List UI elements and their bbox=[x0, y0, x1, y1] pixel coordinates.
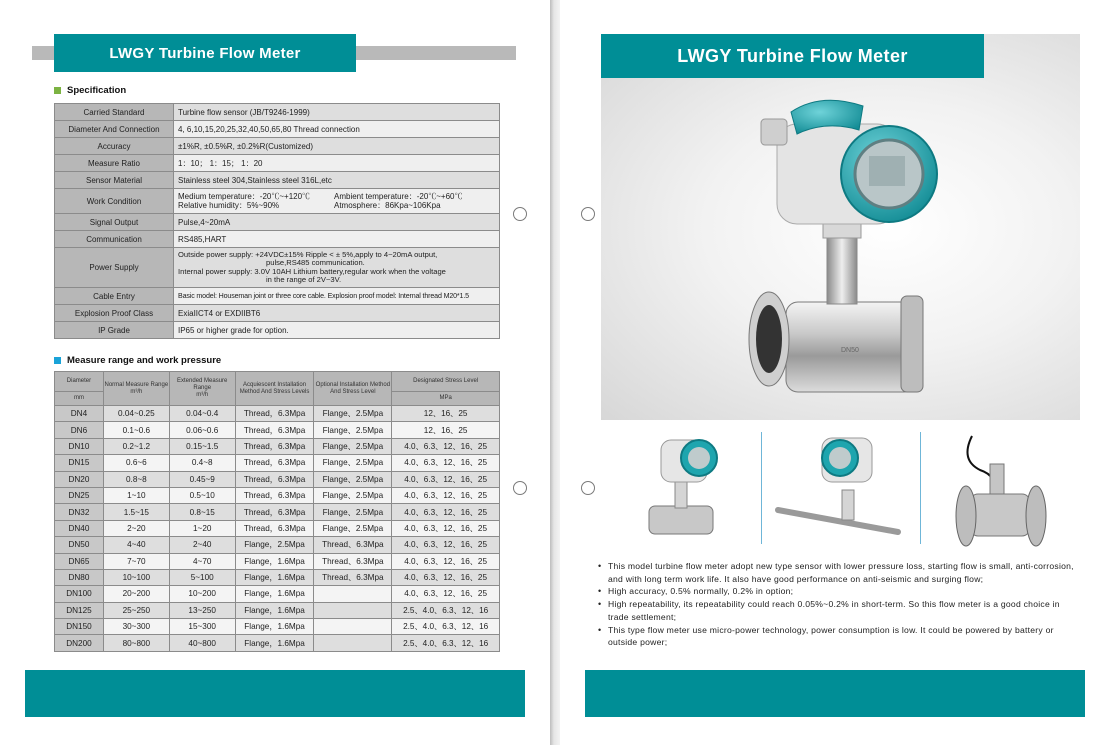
range-cell: 0.8~15 bbox=[169, 504, 235, 520]
spec-value: RS485,HART bbox=[174, 231, 500, 248]
range-cell: Thread，6.3Mpa bbox=[235, 487, 314, 503]
range-cell: DN100 bbox=[55, 586, 104, 602]
power-supply-line: pulse,RS485 communication. bbox=[266, 258, 365, 267]
range-heading-text: Measure range and work pressure bbox=[67, 355, 222, 366]
spec-row bbox=[55, 231, 500, 248]
range-row bbox=[55, 422, 500, 438]
spec-heading-text: Specification bbox=[67, 85, 127, 96]
spec-label: Work Condition bbox=[55, 189, 174, 214]
spec-value: Pulse,4~20mA bbox=[174, 214, 500, 231]
spec-label: Accuracy bbox=[55, 138, 174, 155]
thumb-flanged-meter bbox=[930, 430, 1080, 548]
range-cell: 4.0、6.3、12、16、25 bbox=[392, 471, 500, 487]
range-cell: Flange、2.5Mpa bbox=[314, 471, 392, 487]
range-row bbox=[55, 504, 500, 520]
spec-row bbox=[55, 104, 500, 121]
col-designated: Designated Stress Level bbox=[392, 372, 500, 392]
range-cell: Thread，6.3Mpa bbox=[235, 406, 314, 422]
spec-label: Power Supply bbox=[55, 248, 174, 288]
spec-row bbox=[55, 214, 500, 231]
range-cell: 0.2~1.2 bbox=[103, 438, 169, 454]
range-cell: Thread，6.3Mpa bbox=[235, 438, 314, 454]
range-cell: DN50 bbox=[55, 537, 104, 553]
spec-value: ±1%R, ±0.5%R, ±0.2%R(Customized) bbox=[174, 138, 500, 155]
range-cell: DN25 bbox=[55, 487, 104, 503]
range-cell: DN6 bbox=[55, 422, 104, 438]
spec-value: 1：10； 1：15； 1：20 bbox=[174, 155, 500, 172]
spec-label: Signal Output bbox=[55, 214, 174, 231]
spec-row bbox=[55, 288, 500, 305]
spec-row bbox=[55, 138, 500, 155]
binder-hole-right-top bbox=[581, 207, 595, 221]
feature-item: • High accuracy, 0.5% normally, 0.2% in option; bbox=[598, 585, 1078, 598]
range-cell: 0.6~6 bbox=[103, 455, 169, 471]
range-cell: 4.0、6.3、12、16、25 bbox=[392, 569, 500, 585]
range-cell: 0.04~0.25 bbox=[103, 406, 169, 422]
feature-item: • High repeatability, its repeatability could reach 0.05%~0.2% in short-term. So this flow meter is a good choice in trade settlement; bbox=[598, 598, 1078, 623]
range-cell: 0.45~9 bbox=[169, 471, 235, 487]
blue-square-icon bbox=[54, 357, 61, 364]
range-cell: 4.0、6.3、12、16、25 bbox=[392, 438, 500, 454]
range-row bbox=[55, 455, 500, 471]
spec-heading bbox=[54, 85, 126, 96]
spec-label: Measure Ratio bbox=[55, 155, 174, 172]
range-row bbox=[55, 537, 500, 553]
range-row bbox=[55, 553, 500, 569]
product-photo bbox=[601, 34, 1080, 420]
range-cell: DN150 bbox=[55, 619, 104, 635]
range-cell: 2.5、4.0、6.3、12、16 bbox=[392, 602, 500, 618]
range-table bbox=[54, 371, 500, 652]
left-page bbox=[0, 0, 550, 745]
thumb-threaded-meter bbox=[615, 430, 765, 548]
range-cell: Flange，1.6Mpa bbox=[235, 619, 314, 635]
range-cell: Thread、6.3Mpa bbox=[314, 569, 392, 585]
thumb-divider bbox=[920, 432, 921, 544]
spec-value: ExiaIICT4 or EXDIIBT6 bbox=[174, 305, 500, 322]
range-cell: 4.0、6.3、12、16、25 bbox=[392, 455, 500, 471]
range-cell: 0.04~0.4 bbox=[169, 406, 235, 422]
range-cell: Flange、2.5Mpa bbox=[314, 487, 392, 503]
right-footer-bar bbox=[585, 670, 1085, 717]
insertion-meter-image bbox=[770, 430, 920, 548]
spec-row bbox=[55, 189, 500, 214]
spec-label: Communication bbox=[55, 231, 174, 248]
range-cell: Thread、6.3Mpa bbox=[314, 553, 392, 569]
col-optional: Optional Installation Method And Stress Level bbox=[314, 372, 392, 406]
work-condition-line: Ambient temperature：-20℃~+60℃ bbox=[334, 192, 463, 201]
range-cell: DN15 bbox=[55, 455, 104, 471]
range-cell: 12、16、25 bbox=[392, 406, 500, 422]
range-cell: DN4 bbox=[55, 406, 104, 422]
spec-value: Stainless steel 304,Stainless steel 316L,etc bbox=[174, 172, 500, 189]
spec-value bbox=[174, 189, 500, 214]
range-cell: 2.5、4.0、6.3、12、16 bbox=[392, 635, 500, 651]
power-supply-line: Outside power supply: +24VDC±15% Ripple < ± 5%,apply to 4~20mA output, bbox=[178, 249, 438, 259]
range-cell: DN10 bbox=[55, 438, 104, 454]
range-cell: 4.0、6.3、12、16、25 bbox=[392, 520, 500, 536]
range-cell: 2~40 bbox=[169, 537, 235, 553]
spec-value: Basic model: Houseman joint or three core cable. Explosion proof model: Internal thread M20*1.5 bbox=[174, 288, 500, 305]
features-list bbox=[598, 560, 1078, 649]
spec-label: Explosion Proof Class bbox=[55, 305, 174, 322]
green-square-icon bbox=[54, 87, 61, 94]
range-cell: 0.4~8 bbox=[169, 455, 235, 471]
range-row bbox=[55, 487, 500, 503]
col-acquiescent: Acquiescent Installation Method And Stress Levels bbox=[235, 372, 314, 406]
range-cell: 12、16、25 bbox=[392, 422, 500, 438]
range-cell: 0.15~1.5 bbox=[169, 438, 235, 454]
range-row bbox=[55, 569, 500, 585]
range-cell: 7~70 bbox=[103, 553, 169, 569]
col-normal: Normal Measure Range m³/h bbox=[103, 372, 169, 406]
range-cell: DN65 bbox=[55, 553, 104, 569]
range-row bbox=[55, 619, 500, 635]
work-condition-line: Medium temperature：-20℃~+120℃ bbox=[178, 192, 311, 201]
flow-meter-illustration bbox=[601, 34, 1080, 420]
left-page-title: LWGY Turbine Flow Meter bbox=[54, 34, 356, 72]
range-cell: DN80 bbox=[55, 569, 104, 585]
range-cell: 4.0、6.3、12、16、25 bbox=[392, 553, 500, 569]
range-cell: Flange，1.6Mpa bbox=[235, 553, 314, 569]
spec-value: 4, 6,10,15,20,25,32,40,50,65,80 Thread connection bbox=[174, 121, 500, 138]
range-cell: 30~300 bbox=[103, 619, 169, 635]
range-cell: Flange，1.6Mpa bbox=[235, 635, 314, 651]
col-designated-unit: MPa bbox=[392, 392, 500, 406]
right-page-title: LWGY Turbine Flow Meter bbox=[601, 34, 984, 78]
range-cell: 40~800 bbox=[169, 635, 235, 651]
range-cell: 4.0、6.3、12、16、25 bbox=[392, 586, 500, 602]
feature-item: • This type flow meter use micro-power technology, power consumption is low. It could be powered by battery or outside power; bbox=[598, 624, 1078, 649]
spec-row bbox=[55, 172, 500, 189]
power-supply-line: in the range of 2V~3V. bbox=[266, 275, 342, 284]
spec-label: Sensor Material bbox=[55, 172, 174, 189]
thumb-divider bbox=[761, 432, 762, 544]
range-cell: DN40 bbox=[55, 520, 104, 536]
col-extended: Extended Measure Range m³/h bbox=[169, 372, 235, 406]
range-cell: DN32 bbox=[55, 504, 104, 520]
spec-row bbox=[55, 305, 500, 322]
range-cell: 15~300 bbox=[169, 619, 235, 635]
range-cell: Thread、6.3Mpa bbox=[314, 537, 392, 553]
col-diameter-unit: mm bbox=[55, 392, 104, 406]
range-cell: Thread，6.3Mpa bbox=[235, 504, 314, 520]
flanged-meter-image bbox=[930, 430, 1080, 548]
range-row bbox=[55, 471, 500, 487]
spec-table bbox=[54, 103, 500, 339]
range-heading bbox=[54, 355, 221, 366]
spec-value: IP65 or higher grade for option. bbox=[174, 322, 500, 339]
range-cell: 0.1~0.6 bbox=[103, 422, 169, 438]
spec-row bbox=[55, 248, 500, 288]
range-cell: 20~200 bbox=[103, 586, 169, 602]
threaded-meter-image bbox=[615, 430, 765, 548]
range-cell: Thread，6.3Mpa bbox=[235, 455, 314, 471]
range-cell: 4~40 bbox=[103, 537, 169, 553]
range-row bbox=[55, 438, 500, 454]
thumb-insertion-meter bbox=[770, 430, 920, 548]
range-cell: 0.06~0.6 bbox=[169, 422, 235, 438]
spec-row bbox=[55, 322, 500, 339]
range-cell: Flange，1.6Mpa bbox=[235, 602, 314, 618]
range-cell: 4.0、6.3、12、16、25 bbox=[392, 487, 500, 503]
range-cell: 2.5、4.0、6.3、12、16 bbox=[392, 619, 500, 635]
range-cell: Thread，6.3Mpa bbox=[235, 520, 314, 536]
range-cell: 25~250 bbox=[103, 602, 169, 618]
spec-value bbox=[174, 248, 500, 288]
range-cell: 4.0、6.3、12、16、25 bbox=[392, 537, 500, 553]
range-cell: 10~100 bbox=[103, 569, 169, 585]
col-diameter: Diameter bbox=[55, 372, 104, 392]
range-cell: DN125 bbox=[55, 602, 104, 618]
range-cell: 5~100 bbox=[169, 569, 235, 585]
range-cell: Flange，2.5Mpa bbox=[235, 537, 314, 553]
spec-label: Carried Standard bbox=[55, 104, 174, 121]
range-cell: 2~20 bbox=[103, 520, 169, 536]
range-cell: 4~70 bbox=[169, 553, 235, 569]
spec-row bbox=[55, 155, 500, 172]
range-cell: 0.5~10 bbox=[169, 487, 235, 503]
page-gutter bbox=[550, 0, 560, 745]
spec-row bbox=[55, 121, 500, 138]
range-cell: 1~20 bbox=[169, 520, 235, 536]
spec-label: Diameter And Connection bbox=[55, 121, 174, 138]
range-cell: DN200 bbox=[55, 635, 104, 651]
range-cell: Flange，1.6Mpa bbox=[235, 569, 314, 585]
range-cell: Flange、2.5Mpa bbox=[314, 438, 392, 454]
spec-label: IP Grade bbox=[55, 322, 174, 339]
range-row bbox=[55, 602, 500, 618]
range-cell: 1.5~15 bbox=[103, 504, 169, 520]
range-cell: Thread，6.3Mpa bbox=[235, 471, 314, 487]
range-cell bbox=[314, 635, 392, 651]
range-row bbox=[55, 586, 500, 602]
left-footer-bar bbox=[25, 670, 525, 717]
range-cell: Flange、2.5Mpa bbox=[314, 504, 392, 520]
svg-text:DN50: DN50 bbox=[841, 347, 859, 354]
range-row bbox=[55, 406, 500, 422]
range-cell: Thread，6.3Mpa bbox=[235, 422, 314, 438]
spec-value: Turbine flow sensor (JB/T9246-1999) bbox=[174, 104, 500, 121]
range-cell bbox=[314, 619, 392, 635]
range-cell bbox=[314, 586, 392, 602]
binder-hole-right-bottom bbox=[581, 481, 595, 495]
power-supply-line: Internal power supply: 3.0V 10AH Lithium battery,regular work when the voltage bbox=[178, 266, 446, 276]
spec-label: Cable Entry bbox=[55, 288, 174, 305]
range-cell: 1~10 bbox=[103, 487, 169, 503]
range-cell: 0.8~8 bbox=[103, 471, 169, 487]
range-cell: DN20 bbox=[55, 471, 104, 487]
range-cell: Flange、2.5Mpa bbox=[314, 455, 392, 471]
range-cell: 10~200 bbox=[169, 586, 235, 602]
binder-hole-left-top bbox=[513, 207, 527, 221]
range-cell bbox=[314, 602, 392, 618]
range-cell: Flange，1.6Mpa bbox=[235, 586, 314, 602]
range-cell: 80~800 bbox=[103, 635, 169, 651]
feature-item: • This model turbine flow meter adopt new type sensor with lower pressure loss, starting flow is small, anti-corrosion, and with long term work life. It also have good performance on anti-seismic and surging flow; bbox=[598, 560, 1078, 585]
range-cell: Flange、2.5Mpa bbox=[314, 520, 392, 536]
binder-hole-left-bottom bbox=[513, 481, 527, 495]
range-row bbox=[55, 635, 500, 651]
work-condition-line: Relative humidity：5%~90% bbox=[178, 201, 280, 210]
range-cell: Flange、2.5Mpa bbox=[314, 406, 392, 422]
range-cell: 13~250 bbox=[169, 602, 235, 618]
range-row bbox=[55, 520, 500, 536]
work-condition-line: Atmosphere：86Kpa~106Kpa bbox=[334, 201, 441, 210]
range-cell: Flange、2.5Mpa bbox=[314, 422, 392, 438]
range-cell: 4.0、6.3、12、16、25 bbox=[392, 504, 500, 520]
